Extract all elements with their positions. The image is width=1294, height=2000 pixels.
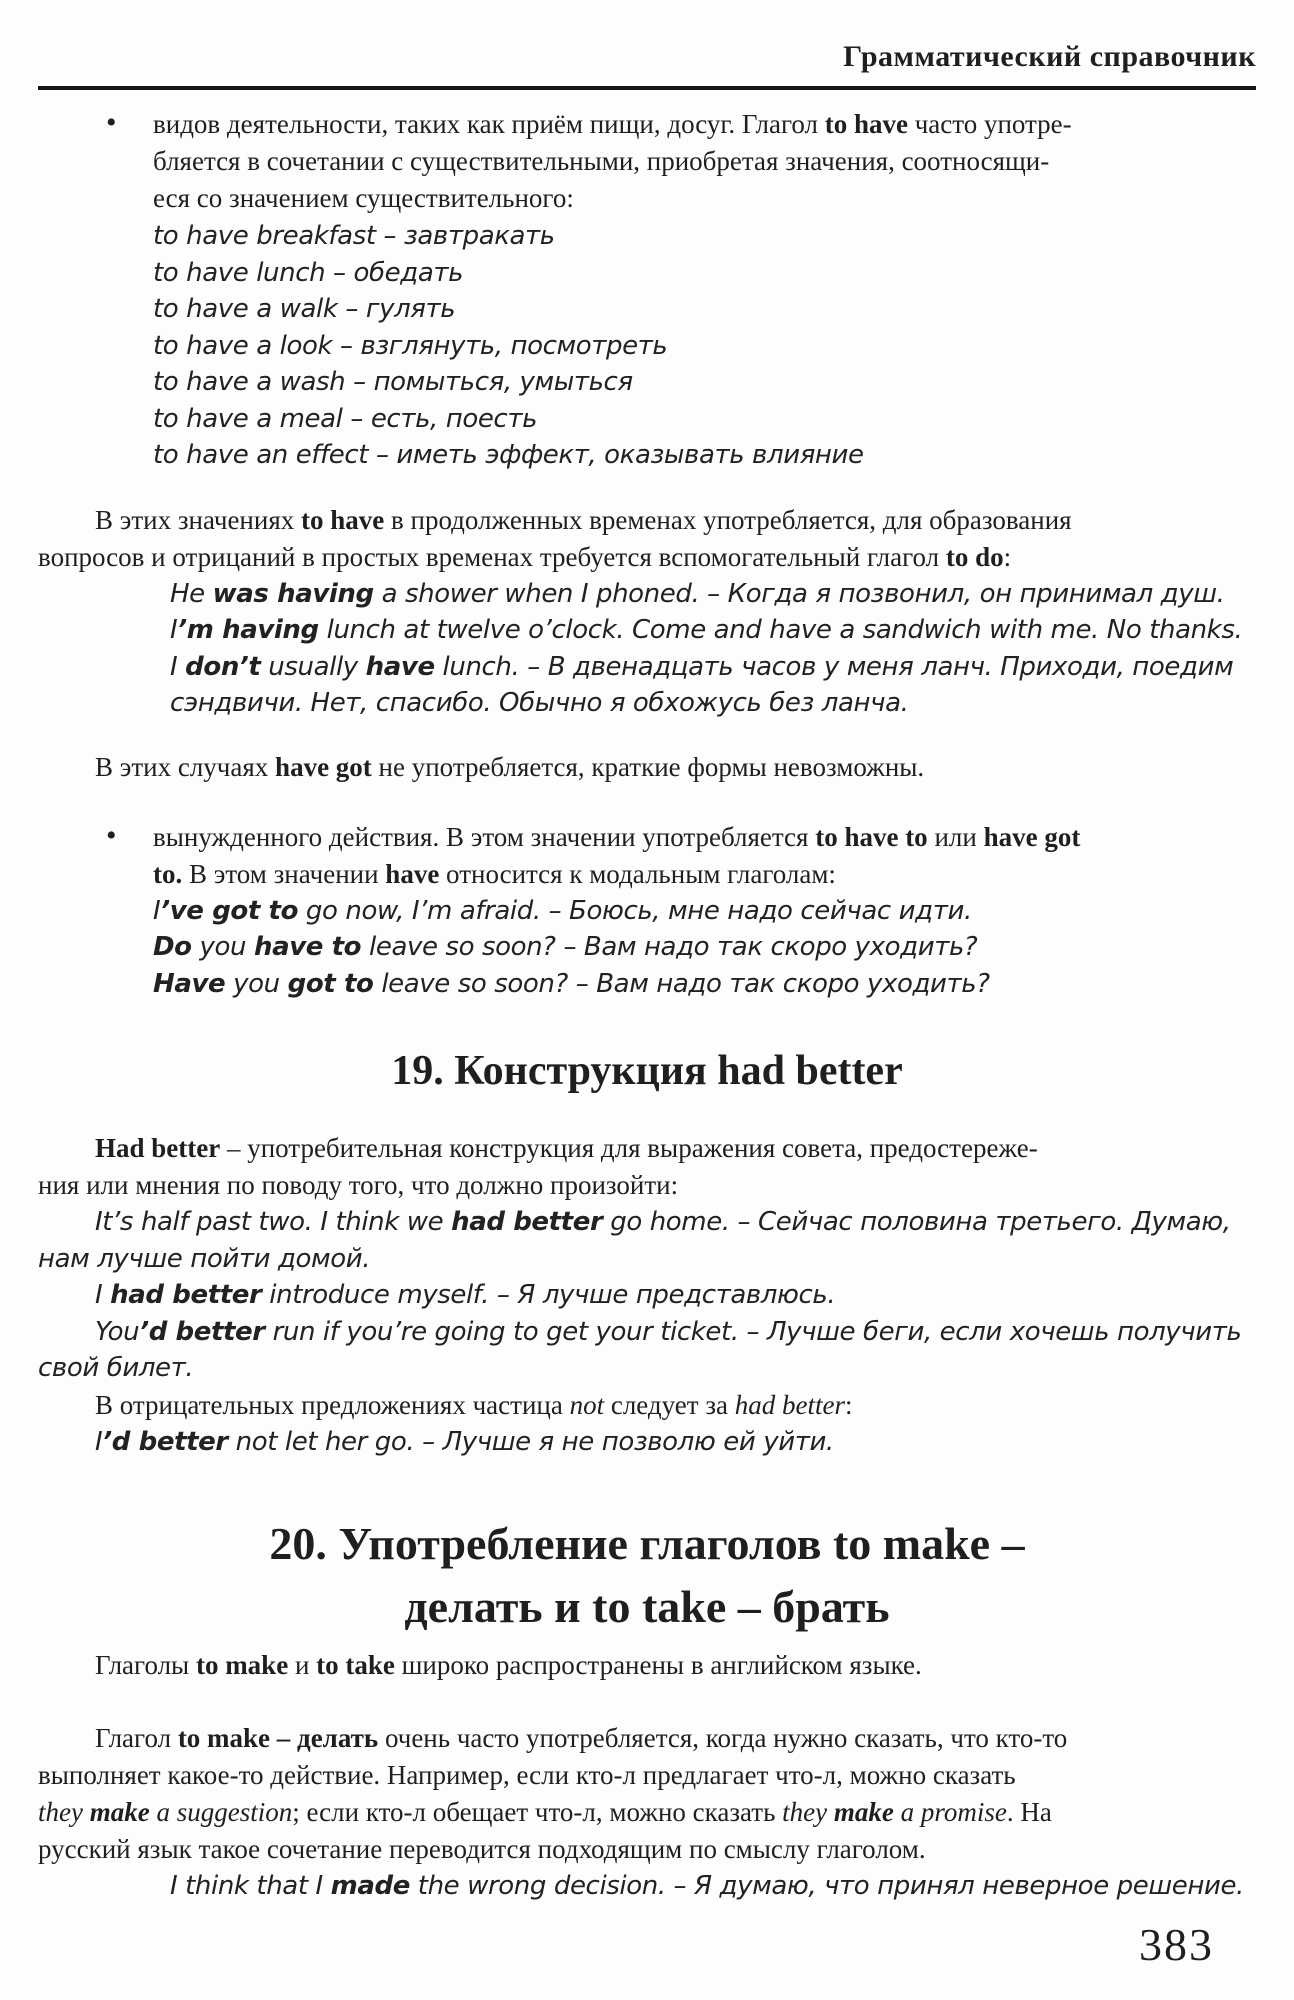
text-segment: В отрицательных предложениях частица (95, 1389, 570, 1420)
text-line (170, 685, 1256, 722)
text-line (153, 328, 1256, 365)
text-segment: в продолженных временах употребляется, для образования (384, 504, 1072, 535)
text-segment: выполняет какое-то действие. Например, если кто-л предлагает что-л, можно сказать (38, 1760, 1016, 1790)
para-had-better-intro (38, 1130, 1256, 1204)
text-line (38, 1277, 1256, 1314)
text-segment: русский язык такое сочетание переводится подходящим по смыслу глаголом. (38, 1834, 926, 1864)
text-segment: ’d better (139, 1316, 265, 1347)
text-segment: еся со значением существительного: (153, 183, 574, 213)
heading-19 (38, 1042, 1256, 1100)
text-segment: they (782, 1797, 834, 1827)
bullet-have-nouns (38, 106, 1256, 217)
text-segment: 19. Конструкция had better (391, 1048, 903, 1094)
text-segment: have (365, 651, 435, 682)
text-segment: ния или мнения по поводу того, что должно произойти: (38, 1170, 679, 1200)
text-segment: : (1003, 541, 1012, 572)
para-make-take-common (38, 1647, 1256, 1684)
text-segment: leave so soon? – Вам надо так скоро уходить? (361, 932, 978, 962)
text-line (38, 1720, 1256, 1757)
text-segment: 20. Употребление глаголов to make – (269, 1518, 1025, 1569)
text-line (38, 1042, 1256, 1100)
text-segment: It’s half past two. I think we (95, 1207, 452, 1237)
example-run-ticket (38, 1314, 1256, 1387)
text-line (153, 106, 1256, 143)
text-segment: . На (1006, 1797, 1052, 1827)
text-segment: Глаголы (95, 1650, 196, 1680)
text-segment: to have (824, 109, 908, 139)
text-segment: I (95, 1426, 103, 1457)
text-segment: introduce myself. – Я лучше представлюсь. (261, 1280, 836, 1310)
text-segment: was having (212, 578, 374, 609)
text-segment: He (170, 578, 213, 609)
running-header: Грамматический справочник (843, 40, 1256, 73)
text-segment: have got (983, 821, 1081, 852)
text-segment: часто употре- (907, 109, 1072, 139)
text-segment: a promise (893, 1797, 1007, 1827)
page-content (38, 106, 1256, 1905)
header-rule (38, 86, 1256, 90)
example-wrong-decision (170, 1868, 1256, 1905)
text-segment: ’m having (177, 615, 319, 645)
text-line (170, 1868, 1256, 1905)
text-segment: have to (253, 932, 362, 962)
text-line (170, 612, 1256, 649)
text-segment: I (95, 1280, 111, 1310)
text-line (38, 1241, 1256, 1278)
text-segment: и (288, 1650, 317, 1680)
text-line (38, 1424, 1256, 1461)
text-line (38, 1831, 1256, 1868)
text-segment: don’t (185, 651, 261, 682)
text-segment: to take (316, 1650, 395, 1680)
text-segment: to have a meal – есть, поесть (153, 403, 537, 434)
text-line (38, 1647, 1256, 1684)
text-segment: not let her go. – Лучше я не позволю ей уйти. (227, 1426, 834, 1457)
text-segment: lunch. – В двенадцать часов у меня ланч. Приходи, поедим (434, 651, 1234, 682)
text-segment: got to (287, 968, 374, 999)
text-segment: широко распространены в английском языке. (394, 1650, 922, 1680)
text-segment: ; если кто-л обещает что-л, можно сказать (292, 1797, 783, 1827)
text-line (38, 1575, 1256, 1638)
have-noun-examples (153, 218, 1256, 474)
text-segment: не употребляется, краткие формы невозможны. (371, 751, 925, 782)
page-number: 383 (1139, 1919, 1214, 1970)
text-line (38, 749, 1256, 786)
text-segment: делать и to take – брать (404, 1581, 890, 1632)
text-line (153, 893, 1256, 930)
text-segment: относится к модальным глаголам: (439, 858, 836, 889)
text-segment: очень часто употребляется, когда нужно сказать, что кто-то (378, 1723, 1068, 1753)
text-segment: В этом значении (182, 858, 386, 889)
text-segment: had better (451, 1207, 603, 1237)
para-have-continuous (38, 502, 1256, 576)
text-segment: В этих случаях (95, 751, 276, 782)
text-segment: to have lunch – обедать (153, 257, 464, 288)
text-segment: Глагол (95, 1723, 178, 1753)
text-segment: made (330, 1871, 410, 1901)
text-line (38, 1350, 1256, 1387)
text-segment: вопросов и отрицаний в простых временах требуется вспомогательный глагол (38, 541, 946, 572)
text-line (153, 291, 1256, 328)
text-segment: Do (153, 932, 192, 962)
text-segment: usually (260, 651, 366, 682)
text-segment: they (38, 1797, 90, 1827)
text-segment: to have a look – взглянуть, посмотреть (153, 330, 668, 361)
bullet-icon: • (106, 106, 117, 139)
text-segment: you (191, 932, 254, 962)
text-segment: Had better (95, 1133, 221, 1163)
text-segment: to have to (815, 821, 928, 852)
text-segment: to have an effect – иметь эффект, оказывать влияние (153, 440, 864, 470)
text-line (153, 180, 1256, 217)
text-segment: had better (110, 1280, 262, 1310)
text-segment: вынужденного действия. В этом значении употребляется (153, 821, 816, 852)
bullet-have-to (38, 819, 1256, 893)
text-segment: ’ve got to (160, 895, 299, 926)
text-segment: make (89, 1797, 150, 1827)
heading-20 (38, 1512, 1256, 1638)
text-segment: have got (275, 751, 372, 782)
text-segment: to make – делать (177, 1723, 379, 1753)
text-segment: you (225, 968, 288, 999)
text-line (153, 966, 1256, 1003)
text-line (38, 1512, 1256, 1575)
text-segment: to have a walk – гулять (153, 294, 456, 324)
text-segment: нам лучше пойти домой. (38, 1243, 371, 1274)
text-line (38, 1387, 1256, 1424)
text-line (170, 649, 1256, 686)
para-have-got-note (38, 749, 1256, 786)
text-segment: make (833, 1797, 894, 1827)
text-segment: I (170, 651, 186, 682)
text-segment: go now, I’m afraid. – Боюсь, мне надо сейчас идти. (298, 895, 972, 926)
example-half-past-two (38, 1204, 1256, 1277)
text-segment: Have (153, 968, 226, 999)
text-line (38, 539, 1256, 576)
text-segment: to make (195, 1650, 289, 1680)
text-segment: I (153, 895, 161, 926)
text-segment: бляется в сочетании с существительными, приобретая значения, соотносящи- (153, 146, 1050, 176)
text-segment: to. (153, 858, 183, 889)
text-line (38, 1130, 1256, 1167)
text-line (153, 143, 1256, 180)
text-line (170, 576, 1256, 613)
text-segment: to have (301, 504, 385, 535)
text-line (153, 401, 1256, 438)
have-to-examples (153, 893, 1256, 1003)
text-segment: not (569, 1389, 605, 1420)
example-not-let-her-go (38, 1424, 1256, 1461)
text-segment: to have a wash – помыться, умыться (153, 367, 633, 397)
para-make-usage (38, 1720, 1256, 1868)
text-segment: to do (945, 541, 1004, 572)
text-line (38, 1167, 1256, 1204)
text-segment: следует за (604, 1389, 735, 1420)
text-line (38, 502, 1256, 539)
text-line (153, 856, 1256, 893)
text-segment: to have breakfast – завтракать (153, 221, 555, 251)
text-line (153, 364, 1256, 401)
text-segment: ’d better (102, 1426, 228, 1457)
text-segment: или (927, 821, 984, 852)
text-line (153, 218, 1256, 255)
text-line (38, 1794, 1256, 1831)
text-segment: had better (734, 1389, 845, 1420)
text-segment: a suggestion (149, 1797, 293, 1827)
text-segment: run if you’re going to get your ticket. – Лучше беги, если хочешь получить (264, 1316, 1242, 1347)
text-segment: lunch at twelve o’clock. Come and have a sandwich with me. No thanks. (318, 615, 1243, 645)
text-segment: I (170, 615, 178, 645)
text-line (153, 819, 1256, 856)
text-segment: : (844, 1389, 853, 1420)
text-segment: have (385, 858, 440, 889)
text-segment: the wrong decision. – Я думаю, что принял неверное решение. (409, 1871, 1244, 1901)
have-continuous-examples (170, 576, 1256, 722)
text-segment: You (95, 1316, 140, 1347)
text-line (38, 1757, 1256, 1794)
example-introduce-myself (38, 1277, 1256, 1314)
text-segment: I think that I (170, 1871, 331, 1901)
text-segment: a shower when I phoned. – Когда я позвонил, он принимал душ. (373, 578, 1225, 609)
text-line (153, 929, 1256, 966)
text-segment: свой билет. (38, 1353, 194, 1383)
text-segment: go home. – Сейчас половина третьего. Думаю, (602, 1207, 1231, 1237)
text-segment: leave so soon? – Вам надо так скоро уходить? (373, 968, 990, 999)
text-segment: сэндвичи. Нет, спасибо. Обычно я обхожусь без ланча. (170, 688, 909, 718)
text-line (38, 1204, 1256, 1241)
text-line (153, 255, 1256, 292)
text-segment: – употребительная конструкция для выражения совета, предостереже- (220, 1133, 1038, 1163)
para-not-position (38, 1387, 1256, 1424)
text-line (38, 1314, 1256, 1351)
text-segment: видов деятельности, таких как приём пищи, досуг. Глагол (153, 109, 825, 139)
text-segment: В этих значениях (95, 504, 301, 535)
bullet-icon: • (106, 818, 117, 852)
text-line (153, 437, 1256, 474)
